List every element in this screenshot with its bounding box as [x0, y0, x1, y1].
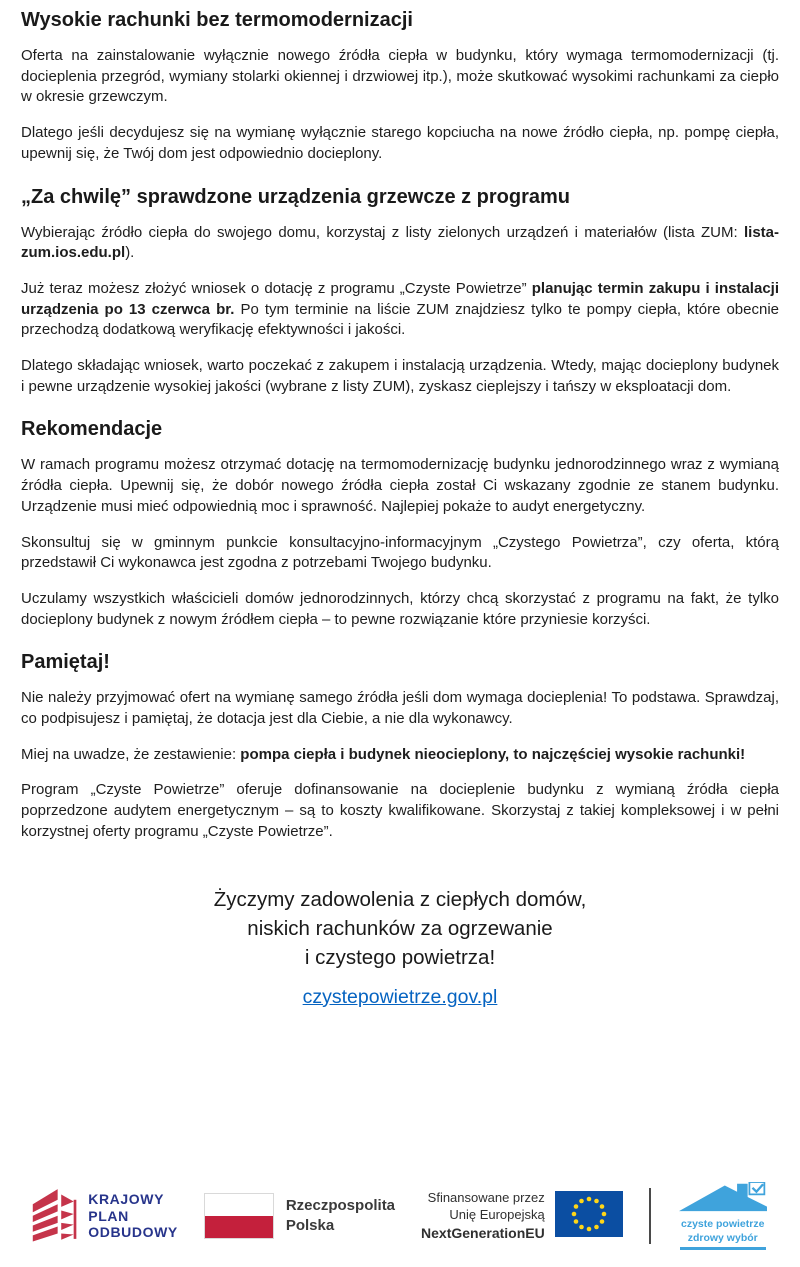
paragraph-dlatego-skladajac: Dlatego składając wniosek, warto poczekać z zakupem i instalacją urządzenia. Wtedy, mając docieplony budynek i pewne urządzenie wysokiej jakości (wybrane z listy ZUM), zyskasz cieplejszy i tańszy w eksploatacji dom. — [21, 357, 779, 395]
text-run: Już teraz możesz złożyć wniosek o dotację z programu „Czyste Powietrze” — [21, 279, 532, 297]
closing-line: Życzymy zadowolenia z ciepłych domów, — [213, 887, 587, 911]
paragraph-nie-nalezy: Nie należy przyjmować ofert na wymianę samego źródła jeśli dom wymaga docieplenia! To podstawa. Sprawdzaj, co podpisujesz i pamiętaj, że dotacja jest dla Ciebie, a nie dla wykonawcy. — [21, 689, 779, 728]
cp-underline-bar — [680, 1247, 766, 1250]
heading-pamietaj: Pamiętaj! — [21, 651, 110, 674]
poland-line: Rzeczpospolita — [285, 1196, 396, 1214]
text-run: Wybierając źródło ciepła do swojego domu, korzystaj z listy zielonych urządzeń i materiałów (lista ZUM: — [21, 223, 744, 241]
logos-footer — [0, 1177, 800, 1255]
paragraph-dlatego-wymiana: Dlatego jeśli decydujesz się na wymianę wyłącznie starego kopciucha na nowe źródło ciepła, np. pompę ciepła, upewnij się, że Twój dom jest odpowiednio docieplony. — [21, 124, 779, 162]
poland-logo-text — [286, 1196, 395, 1237]
eu-funding-logo — [421, 1190, 623, 1242]
heading-wysokie-rachunki: Wysokie rachunki bez termomodernizacji — [21, 9, 413, 31]
site-link-container — [21, 986, 779, 1009]
eu-logo-text — [421, 1190, 545, 1242]
paragraph-uczulamy: Uczulamy wszystkich właścicieli domów jednorodzinnych, którzy chcą skorzystać z programu na fakt, że tylko docieplony budynek z nowym źródłem ciepła – to pewne rozwiązanie które przyniesie korzyści. — [21, 589, 779, 628]
poland-flag-icon — [204, 1193, 274, 1239]
poland-logo — [204, 1193, 395, 1239]
text-run: ). — [125, 244, 135, 262]
czystepowietrze-link[interactable]: czystepowietrze.gov.pl — [302, 985, 498, 1008]
kpo-building-icon — [31, 1186, 79, 1247]
heading-za-chwile: „Za chwilę” sprawdzone urządzenia grzewcze z programu — [21, 185, 571, 208]
closing-wishes — [21, 885, 779, 972]
czyste-powietrze-logo — [677, 1182, 769, 1249]
kpo-line: KRAJOWY — [88, 1190, 165, 1207]
text-run-bold-lista-zum: lista-zum.ios.edu.pl — [21, 223, 779, 262]
closing-line: i czystego powietrza! — [304, 945, 496, 969]
kpo-logo — [31, 1186, 178, 1247]
closing-line: niskich rachunków za ogrzewanie — [247, 916, 553, 940]
text-run: Miej na uwadze, że zestawienie: — [21, 745, 241, 763]
eu-line: Sfinansowane przez — [427, 1190, 545, 1206]
paragraph-w-ramach: W ramach programu możesz otrzymać dotację na termomodernizację budynku jednorodzinnego wraz z wymianą źródła ciepła. Upewnij się, że dobór nowego źródła ciepła został Ci wskazany zgodnie ze stanem budynku. Urządzenie musi mieć odpowiednią moc i sprawność. Najlepiej pokaże to audyt energetyczny. — [21, 456, 779, 515]
paragraph-oferta: Oferta na zainstalowanie wyłącznie nowego źródła ciepła w budynku, który wymaga termomodernizacji (tj. docieplenia przegród, wymiany stolarki okiennej i drzwiowej itp.), może skutkować wysokimi rachunkami za ciepło w okresie grzewczym. — [21, 47, 779, 106]
footer-divider — [649, 1188, 651, 1244]
text-run: Po tym terminie na liście ZUM znajdziesz tylko te pompy ciepła, które obecnie przechodzą dodatkową weryfikację efektywności i jakości. — [21, 300, 779, 339]
eu-line-nextgeneration: NextGenerationEU — [421, 1224, 545, 1241]
paragraph-wybierajac — [21, 223, 779, 264]
cp-line: zdrowy wybór — [687, 1231, 758, 1244]
czyste-powietrze-logo-text — [681, 1218, 764, 1244]
text-run-bold-pompa: pompa ciepła i budynek nieocieplony, to najczęściej wysokie rachunki! — [240, 745, 746, 763]
house-roof-check-icon — [679, 1182, 767, 1217]
poland-line: Polska — [285, 1217, 335, 1234]
text-run-bold-termin: planując termin zakupu i instalacji urządzenia po 13 czerwca br. — [21, 279, 779, 318]
paragraph-juz-teraz — [21, 279, 779, 341]
cp-line: czyste powietrze — [681, 1218, 765, 1231]
paragraph-program-czyste-powietrze: Program „Czyste Powietrze” oferuje dofinansowanie na docieplenie budynku z wymianą źródła ciepła poprzedzone audytem energetycznym – są to koszty kwalifikowane. Skorzystaj z takiej kompleksowej i w pełni korzystnej oferty programu „Czyste Powietrze”. — [21, 781, 779, 840]
kpo-line: ODBUDOWY — [88, 1224, 178, 1241]
paragraph-skonsultuj: Skonsultuj się w gminnym punkcie konsultacyjno-informacyjnym „Czystego Powietrza”, czy oferta, którą przedstawił Ci wykonawca jest zgodna z potrzebami Twojego budynku. — [21, 533, 779, 572]
eu-line: Unię Europejską — [449, 1206, 545, 1222]
heading-rekomendacje: Rekomendacje — [21, 418, 163, 441]
kpo-logo-text — [88, 1191, 178, 1241]
paragraph-miej-na-uwadze — [21, 745, 779, 766]
kpo-line: PLAN — [88, 1207, 129, 1224]
eu-flag-icon — [555, 1191, 623, 1242]
